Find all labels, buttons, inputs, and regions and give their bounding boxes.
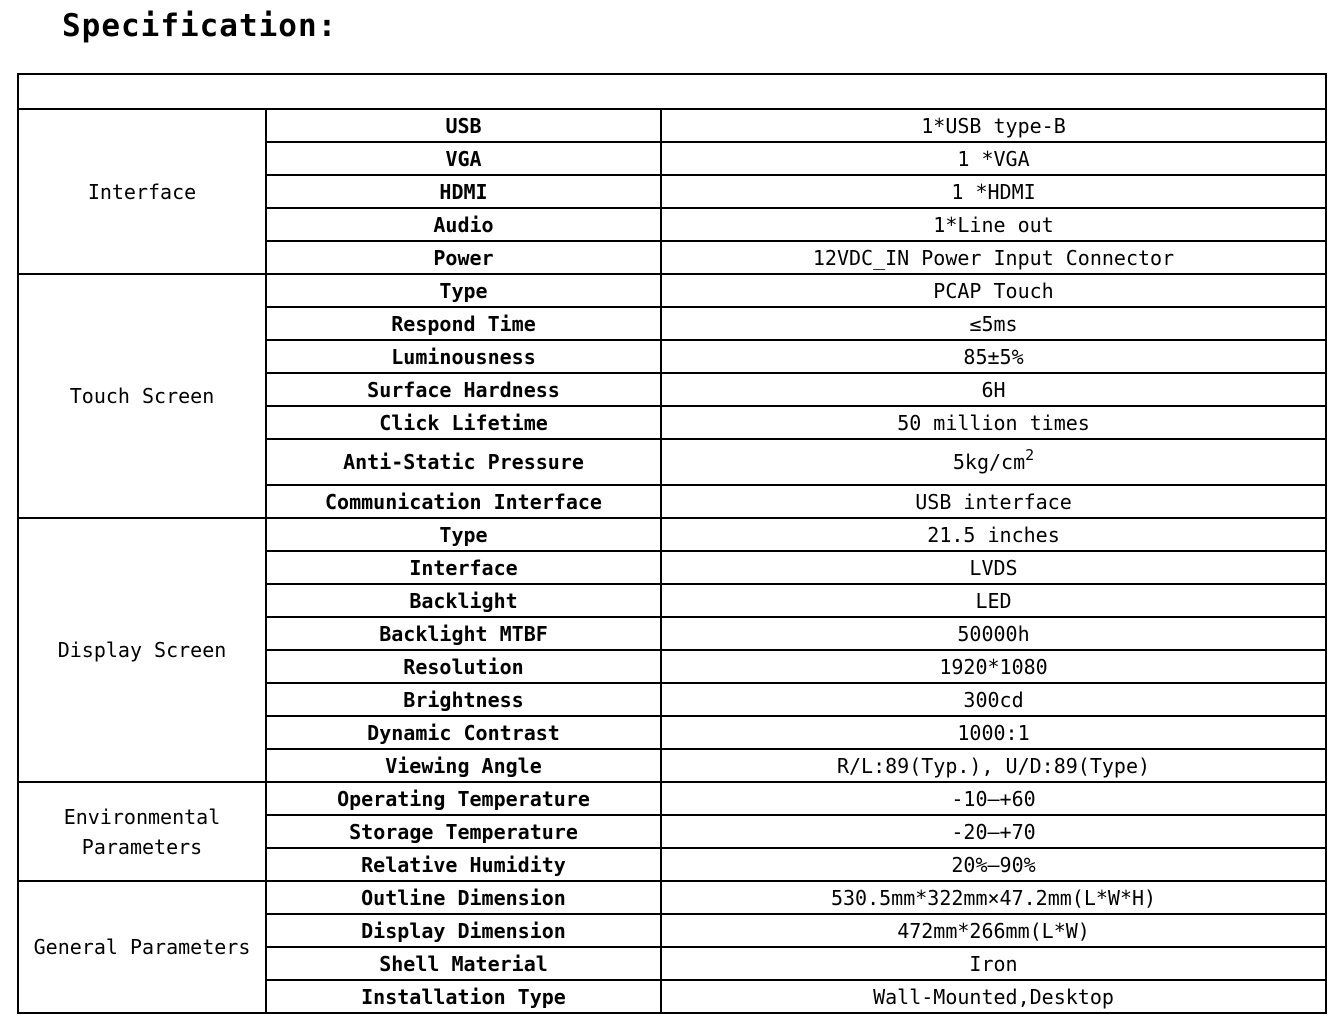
- section-display-screen: Display Screen: [18, 518, 266, 782]
- spec-value: Wall-Mounted,Desktop: [661, 980, 1326, 1013]
- table-row: [18, 782, 1326, 815]
- spec-value: 20%—90%: [661, 848, 1326, 881]
- spec-label: Dynamic Contrast: [266, 716, 661, 749]
- spec-value: LVDS: [661, 551, 1326, 584]
- spec-label: Viewing Angle: [266, 749, 661, 782]
- spec-label: Type: [266, 518, 661, 551]
- table-header-row: [18, 74, 1326, 109]
- spec-label: Type: [266, 274, 661, 307]
- spec-value: -10—+60: [661, 782, 1326, 815]
- spec-value: 85±5%: [661, 340, 1326, 373]
- page-title: Specification:: [62, 8, 338, 44]
- spec-value: 1000:1: [661, 716, 1326, 749]
- section-general-parameters: General Parameters: [18, 881, 266, 1013]
- spec-label: Backlight MTBF: [266, 617, 661, 650]
- spec-label: Operating Temperature: [266, 782, 661, 815]
- spec-label: Brightness: [266, 683, 661, 716]
- spec-label: Audio: [266, 208, 661, 241]
- spec-label: Luminousness: [266, 340, 661, 373]
- spec-label: Relative Humidity: [266, 848, 661, 881]
- table-row: [18, 274, 1326, 307]
- spec-label: VGA: [266, 142, 661, 175]
- spec-label: Backlight: [266, 584, 661, 617]
- spec-label: Interface: [266, 551, 661, 584]
- spec-label: Storage Temperature: [266, 815, 661, 848]
- spec-value: 6H: [661, 373, 1326, 406]
- spec-value: 12VDC_IN Power Input Connector: [661, 241, 1326, 274]
- section-environmental-parameters: Environmental Parameters: [18, 782, 266, 881]
- spec-value: [661, 439, 1326, 485]
- spec-label: USB: [266, 109, 661, 142]
- table-row: [18, 518, 1326, 551]
- section-interface: Interface: [18, 109, 266, 274]
- spec-label: HDMI: [266, 175, 661, 208]
- spec-value: 1*USB type-B: [661, 109, 1326, 142]
- spec-value: R/L:89(Typ.), U/D:89(Type): [661, 749, 1326, 782]
- table-row: [18, 881, 1326, 914]
- specification-table: [17, 73, 1327, 1014]
- spec-value: 472mm*266mm(L*W): [661, 914, 1326, 947]
- value-superscript: 2: [1025, 446, 1035, 464]
- spec-value: 21.5 inches: [661, 518, 1326, 551]
- spec-value: 1920*1080: [661, 650, 1326, 683]
- spec-value: -20—+70: [661, 815, 1326, 848]
- spec-label: Outline Dimension: [266, 881, 661, 914]
- spec-value: 1 *HDMI: [661, 175, 1326, 208]
- spec-value: ≤5ms: [661, 307, 1326, 340]
- spec-value: PCAP Touch: [661, 274, 1326, 307]
- section-touch-screen: Touch Screen: [18, 274, 266, 518]
- spec-label: Click Lifetime: [266, 406, 661, 439]
- spec-value: 1 *VGA: [661, 142, 1326, 175]
- spec-value: Iron: [661, 947, 1326, 980]
- spec-label: Anti-Static Pressure: [266, 439, 661, 485]
- spec-value: 50000h: [661, 617, 1326, 650]
- value-base: 5kg/cm: [952, 450, 1026, 474]
- spec-value: 300cd: [661, 683, 1326, 716]
- spec-label: Communication Interface: [266, 485, 661, 518]
- spec-label: Respond Time: [266, 307, 661, 340]
- spec-value: USB interface: [661, 485, 1326, 518]
- spec-value: 530.5mm*322mm×47.2mm(L*W*H): [661, 881, 1326, 914]
- spec-label: Power: [266, 241, 661, 274]
- spec-label: Installation Type: [266, 980, 661, 1013]
- spec-label: Display Dimension: [266, 914, 661, 947]
- table-row: [18, 109, 1326, 142]
- spec-value: 1*Line out: [661, 208, 1326, 241]
- header-empty-cell: [18, 74, 1326, 109]
- spec-label: Resolution: [266, 650, 661, 683]
- spec-label: Shell Material: [266, 947, 661, 980]
- spec-label: Surface Hardness: [266, 373, 661, 406]
- spec-value: LED: [661, 584, 1326, 617]
- spec-value: 50 million times: [661, 406, 1326, 439]
